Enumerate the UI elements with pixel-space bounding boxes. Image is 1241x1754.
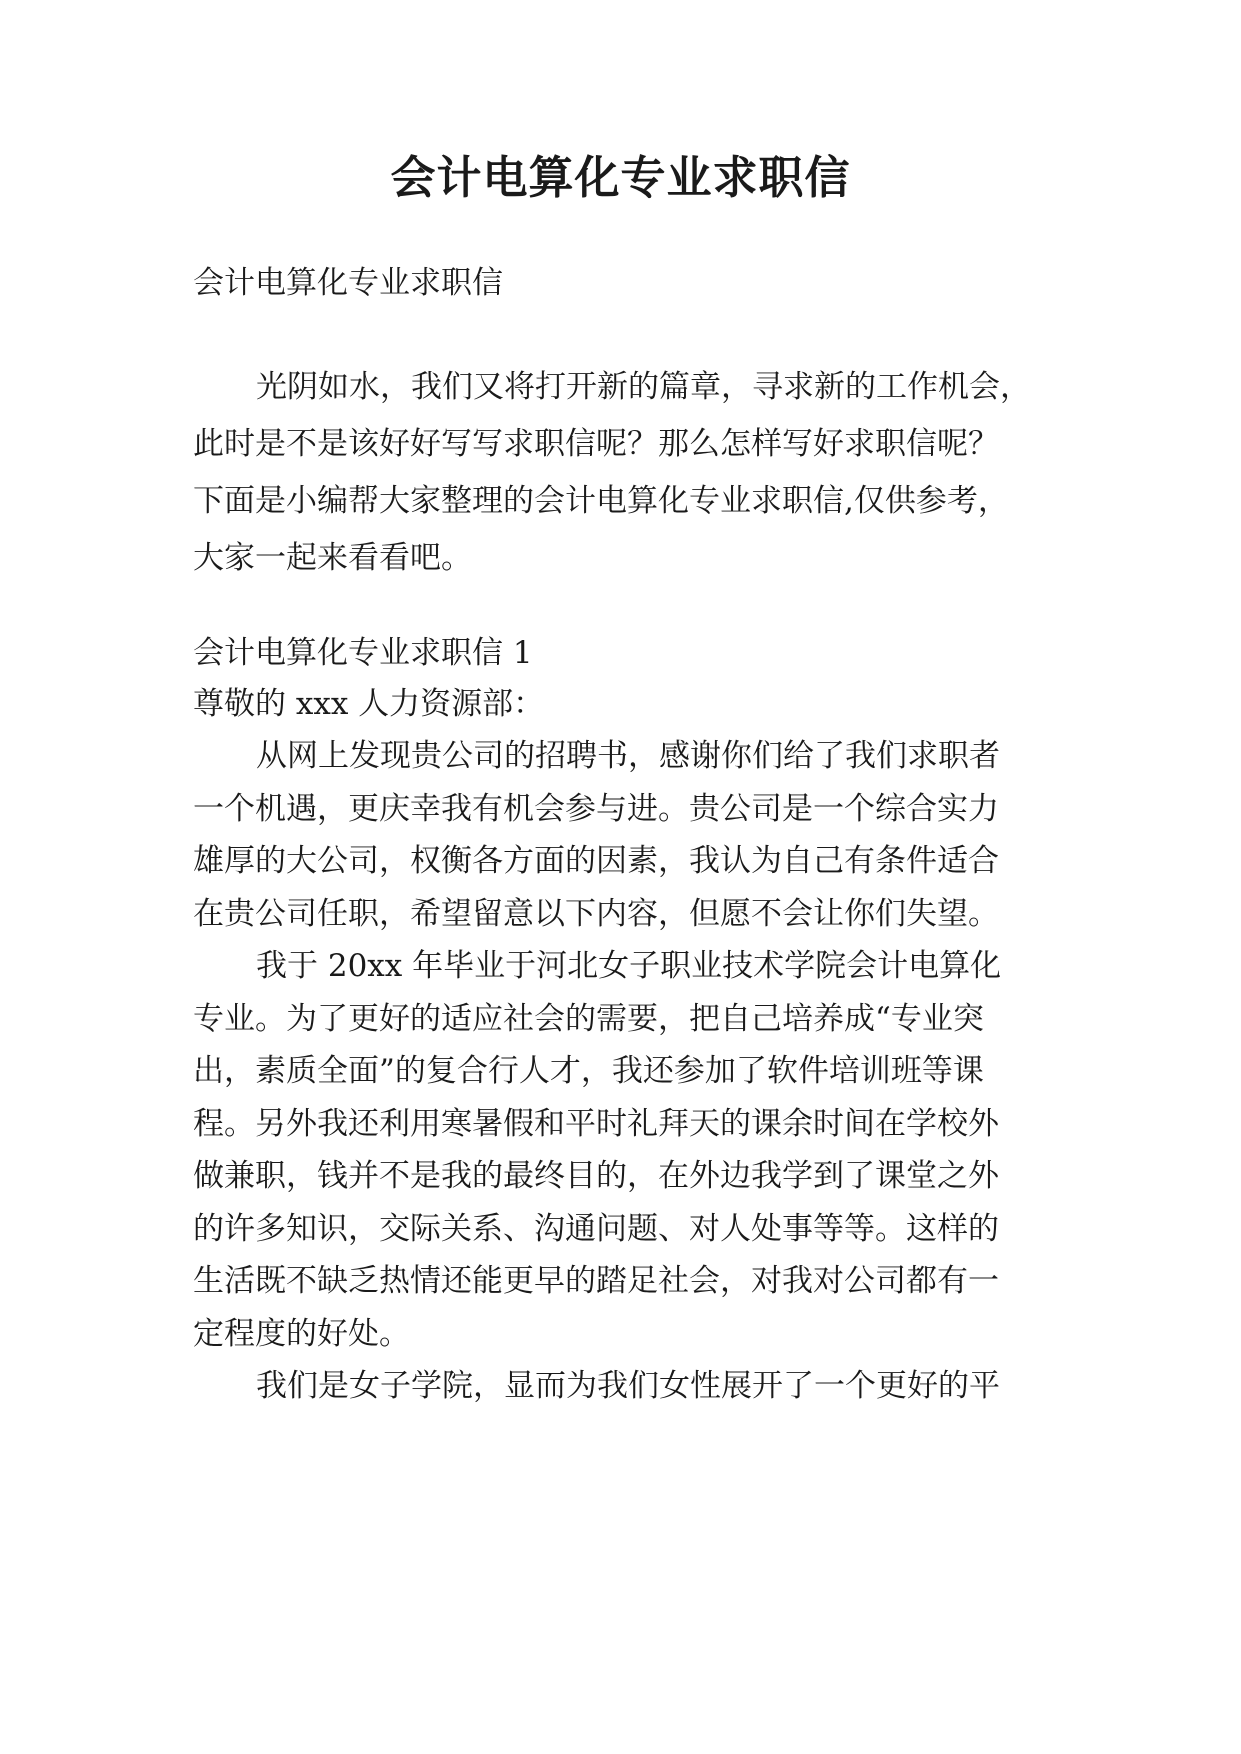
paragraph-2-line: 程。另外我还利用寒暑假和平时礼拜天的课余时间在学校外: [193, 1106, 999, 1142]
paragraph-2-line: 我于 20xx 年毕业于河北女子职业技术学院会计电算化: [256, 948, 1002, 984]
paragraph-2-line: 专业。为了更好的适应社会的需要，把自己培养成“专业突: [193, 1001, 984, 1037]
intro-line: 大家一起来看看吧。: [193, 540, 472, 576]
paragraph-2-line: 的许多知识，交际关系、沟通问题、对人处事等等。这样的: [193, 1211, 999, 1247]
salutation: 尊敬的 xxx 人力资源部：: [193, 686, 545, 722]
document-subtitle: 会计电算化专业求职信: [193, 265, 503, 301]
paragraph-1-line: 雄厚的大公司，权衡各方面的因素，我认为自己有条件适合: [193, 843, 999, 879]
paragraph-2-line: 定程度的好处。: [193, 1316, 410, 1352]
paragraph-2-line: 做兼职，钱并不是我的最终目的，在外边我学到了课堂之外: [193, 1158, 999, 1194]
paragraph-2-line: 出，素质全面”的复合行人才，我还参加了软件培训班等课: [193, 1053, 984, 1089]
paragraph-1-line: 从网上发现贵公司的招聘书，感谢你们给了我们求职者: [256, 738, 1000, 774]
paragraph-2-line: 生活既不缺乏热情还能更早的踏足社会，对我对公司都有一: [193, 1263, 999, 1299]
document-title: 会计电算化专业求职信: [390, 151, 851, 204]
paragraph-1-line: 一个机遇，更庆幸我有机会参与进。贵公司是一个综合实力: [193, 791, 999, 827]
intro-line: 光阴如水，我们又将打开新的篇章，寻求新的工作机会，: [256, 369, 1031, 405]
intro-line: 下面是小编帮大家整理的会计电算化专业求职信,仅供参考，: [193, 483, 1009, 519]
paragraph-3-line: 我们是女子学院，显而为我们女性展开了一个更好的平: [256, 1368, 1000, 1404]
intro-line: 此时是不是该好好写写求职信呢？那么怎样写好求职信呢？: [193, 426, 999, 462]
letter-heading: 会计电算化专业求职信 1: [193, 635, 533, 671]
paragraph-1-line: 在贵公司任职，希望留意以下内容，但愿不会让你们失望。: [193, 896, 999, 932]
